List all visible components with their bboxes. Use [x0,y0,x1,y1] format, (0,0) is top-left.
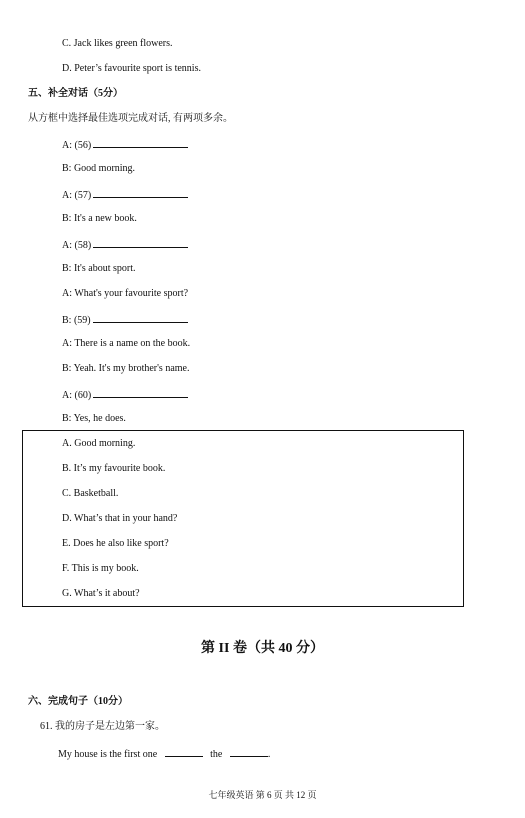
option-item: A. Good morning. [62,438,136,449]
dialogue-text: B: Good morning. [62,163,136,174]
dialogue-text: A: There is a name on the book. [62,338,191,349]
prev-option-d: D. Peter’s favourite sport is tennis. [62,63,201,74]
answer-blank[interactable] [93,313,188,323]
page-footer: 七年级英语 第 6 页 共 12 页 [208,790,317,800]
dialogue-text: A: (56) [62,140,92,151]
answer-blank[interactable] [93,388,188,398]
dialogue-line [62,188,188,202]
question-number: 61. [40,721,53,732]
dialogue-line [62,163,135,175]
sentence-part-1: My house is the first one [58,749,158,760]
option-item: B. It’s my favourite book. [62,463,166,474]
dialogue-line [62,138,188,152]
sentence-end: . [267,749,271,760]
dialogue-line [62,213,137,225]
option-item: C. Basketball. [62,488,119,499]
option-item: F. This is my book. [62,563,139,574]
dialogue-line [62,338,190,350]
dialogue-line [62,388,188,402]
section-5-heading: 五、补全对话（5分） [28,88,123,99]
answer-blank[interactable] [93,188,188,198]
answer-blank[interactable] [93,138,188,148]
dialogue-text: B: It's a new book. [62,213,137,224]
option-item: E. Does he also like sport? [62,538,169,549]
dialogue-text: B: Yeah. It's my brother's name. [62,363,190,374]
dialogue-line [62,288,188,300]
section-5-instruction: 从方框中选择最佳选项完成对话, 有两项多余。 [28,113,233,124]
question-chinese: 我的房子是左边第一家。 [55,721,165,732]
question-61-sentence [58,747,270,761]
dialogue-text: B: (59) [62,315,91,326]
dialogue-line [62,263,135,275]
option-item: G. What’s it about? [62,588,140,599]
option-item: D. What’s that in your hand? [62,513,178,524]
section-6-heading: 六、完成句子（10分） [28,696,128,707]
answer-blank[interactable] [230,747,268,757]
answer-blank[interactable] [165,747,203,757]
dialogue-text: B: Yes, he does. [62,413,126,424]
dialogue-text: A: (57) [62,190,92,201]
dialogue-text: A: (58) [62,240,92,251]
sentence-part-2: the [210,749,223,760]
dialogue-line [62,313,188,327]
dialogue-text: B: It's about sport. [62,263,136,274]
dialogue-line [62,238,188,252]
question-61-prompt [40,721,165,733]
answer-blank[interactable] [93,238,188,248]
dialogue-line [62,363,189,375]
dialogue-text: A: (60) [62,390,92,401]
part-2-title: 第 II 卷（共 40 分） [201,641,324,656]
dialogue-text: A: What's your favourite sport? [62,288,189,299]
dialogue-line [62,413,126,425]
prev-option-c: C. Jack likes green flowers. [62,38,173,49]
